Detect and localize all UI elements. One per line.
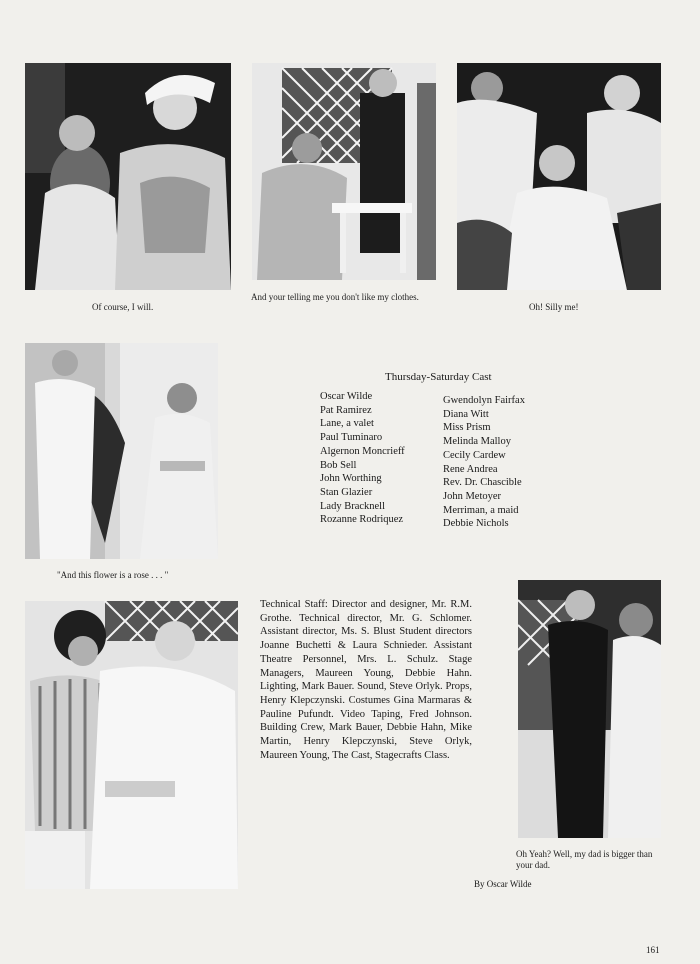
photo-5-art xyxy=(25,601,238,889)
cast-entry: Rozanne Rodriquez xyxy=(320,514,404,526)
photo-1-caption: Of course, I will. xyxy=(92,302,154,312)
photo-4-art xyxy=(25,343,218,559)
scene-photo-4 xyxy=(25,343,218,559)
byline: By Oscar Wilde xyxy=(474,879,532,889)
cast-entry: Algernon Moncrieff xyxy=(320,445,405,457)
cast-entry: Lady Bracknell xyxy=(320,500,386,512)
cast-entry: John Worthing xyxy=(320,473,382,485)
photo-4-caption: "And this flower is a rose . . . " xyxy=(57,570,169,580)
cast-left-column xyxy=(320,390,405,527)
cast-entry: Rev. Dr. Chascible xyxy=(443,477,522,489)
scene-photo-6 xyxy=(518,580,661,838)
photo-2-art xyxy=(252,63,436,280)
cast-entry: Rene Andrea xyxy=(443,463,498,475)
cast-entry: John Metoyer xyxy=(443,490,502,502)
scene-photo-2 xyxy=(252,63,436,280)
photo-3-caption: Oh! Silly me! xyxy=(529,302,579,312)
cast-entry: Diana Witt xyxy=(443,408,489,420)
technical-staff-text: Technical Staff: Director and designer, Mr. R.M. Grothe. Technical director, Mr. G. Schlomer. Assistant director, Ms. S. Blust Student directors Joanne Buchetti & Laura Schnieder. Assistant Theatre Personnel, Mrs. L. Schulz. Stage Managers, Maureen Young, Debbie Hahn. Lighting, Mark Bauer. Sound, Steve Orlyk. Props, Henry Klepczynski. Costumes Gina Marmaras & Pauline Pufundt. Video Taping, Fred Johnson. Building Crew, Mark Bauer, Debbie Hahn, Mike Martin, Henry Klepczynski, Steve Orlyk, Maureen Young, The Cast, Stagecrafts Class. xyxy=(260,599,472,761)
cast-entry: Debbie Nichols xyxy=(443,518,509,530)
scene-photo-3 xyxy=(457,63,661,290)
cast-entry: Paul Tuminaro xyxy=(320,432,383,444)
photo-6-art xyxy=(518,580,661,838)
cast-entry: Gwendolyn Fairfax xyxy=(443,395,525,406)
cast-title: Thursday-Saturday Cast xyxy=(385,371,492,383)
cast-entry: Melinda Malloy xyxy=(443,436,511,448)
photo-2-caption: And your telling me you don't like my clothes. xyxy=(251,292,419,302)
cast-entry: Oscar Wilde xyxy=(320,391,373,402)
cast-entry: Bob Sell xyxy=(320,459,357,471)
photo-6-caption: Oh Yeah? Well, my dad is bigger than your dad. xyxy=(516,849,653,870)
cast-entry: Lane, a valet xyxy=(320,418,374,430)
page-number: 161 xyxy=(646,945,660,955)
scene-photo-1 xyxy=(25,63,231,290)
cast-entry: Miss Prism xyxy=(443,422,491,434)
photo-3-art xyxy=(457,63,661,290)
scene-photo-5 xyxy=(25,601,238,889)
cast-entry: Stan Glazier xyxy=(320,486,373,498)
photo-1-art xyxy=(25,63,231,290)
cast-entry: Pat Ramirez xyxy=(320,404,372,416)
cast-entry: Merriman, a maid xyxy=(443,504,519,516)
cast-right-column xyxy=(443,394,525,531)
cast-entry: Cecily Cardew xyxy=(443,449,506,461)
